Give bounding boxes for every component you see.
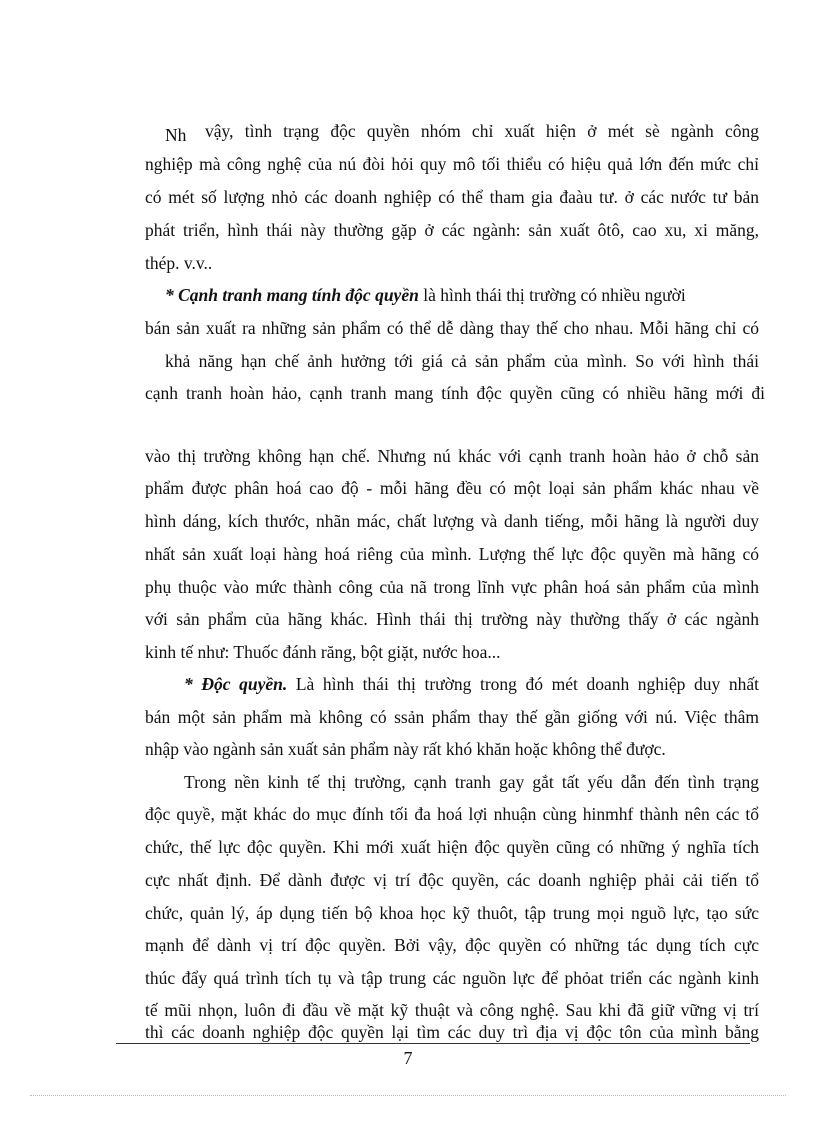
text-span: là hình thái thị trường có nhiều người — [423, 285, 686, 305]
text-line: hình dáng, kích thước, nhãn mác, chất lượng và danh tiếng, mỗi hãng là người duy — [145, 511, 759, 531]
footer-divider — [116, 1043, 750, 1044]
text-line: phụ thuộc vào mức thành công của nã trong lĩnh vực phân hoá sản phẩm của mình — [145, 577, 759, 597]
text-line: cạnh tranh hoàn hảo, cạnh tranh mang tính độc quyền cũng có nhiều hãng mới đi — [145, 383, 765, 403]
text-line: kinh tế như: Thuốc đánh răng, bột giặt, nước hoa... — [145, 642, 501, 662]
text-line: có mét số lượng nhỏ các doanh nghiệp có thể tham gia đaàu tư. ở các nước tư bản — [145, 187, 759, 207]
text-line: nhập vào ngành sản xuất sản phẩm này rất khó khăn hoặc không thể được. — [145, 739, 666, 759]
text-line: bán một sản phẩm mà không có ssản phẩm thay thế gần giống với nú. Việc thâm — [145, 707, 759, 727]
text-line: cực nhất định. Để dành được vị trí độc quyền, các doanh nghiệp phải cải tiến tổ — [145, 870, 759, 890]
text-line: vậy, tình trạng độc quyền nhóm chỉ xuất hiện ở mét sè ngành công — [205, 121, 759, 141]
heading-line — [184, 673, 759, 695]
text-line: thép. v.v.. — [145, 253, 213, 273]
page-boundary-line — [30, 1095, 786, 1096]
section-heading-competition: * Cạnh tranh mang tính độc quyền — [165, 285, 419, 305]
text-line: chức, quản lý, áp dụng tiến bộ khoa học kỹ thuôt, tập trung mọi nguồ lực, tạo sức — [145, 903, 759, 923]
heading-line — [165, 284, 759, 306]
text-line: Trong nền kinh tế thị trường, cạnh tranh gay gắt tất yếu dẫn đến tình trạng — [184, 772, 759, 792]
text-span: Là hình thái thị trường trong đó mét doanh nghiệp duy nhất — [295, 674, 760, 694]
text-line: tế mũi nhọn, luôn đi đầu về mặt kỹ thuật và công nghệ. Sau khi đã giữ vững vị trí — [145, 1000, 759, 1020]
text-line: với sản phẩm của hãng khác. Hình thái thị trường này thường thấy ở các ngành — [145, 609, 759, 629]
text-line: bán sản xuất ra những sản phẩm có thể dễ dàng thay thế cho nhau. Mỗi hãng chỉ có — [145, 318, 759, 338]
page-number: 7 — [403, 1048, 413, 1068]
text-line: thì các doanh nghiệp độc quyền lại tìm các duy trì địa vị độc tôn của mình bằng — [145, 1022, 759, 1042]
paragraph-first-word: Nh — [165, 125, 187, 145]
text-line: chức, thế lực độc quyền. Khi mới xuất hiện độc quyền cũng có những ý nghĩa tích — [145, 837, 759, 857]
text-line: nghiệp mà công nghệ của nú đòi hỏi quy mô tối thiểu có hiệu quả lớn đến mức chỉ — [145, 154, 759, 174]
text-line: độc quyề, mặt khác do mục đính tối đa hoá lợi nhuận cùng hinmhf thành nên các tổ — [145, 804, 759, 824]
text-line: nhất sản xuất loại hàng hoá riêng của mình. Lượng thế lực độc quyền mà hãng có — [145, 544, 759, 564]
text-line: phẩm được phân hoá cao độ - mỗi hãng đều có một loại sản phẩm khác nhau về — [145, 478, 759, 498]
text-line: khả năng hạn chế ảnh hưởng tới giá cả sản phẩm của mình. So với hình thái — [165, 351, 759, 371]
section-heading-monopoly: * Độc quyền. — [184, 674, 288, 694]
text-line: phát triển, hình thái này thường gặp ở các ngành: sản xuất ôtô, cao xu, xi măng, — [145, 220, 759, 240]
text-line: vào thị trường không hạn chế. Nhưng nú khác với cạnh tranh hoàn hảo ở chỗ sản — [145, 446, 759, 466]
text-line: mạnh để dành vị trí độc quyền. Bởi vậy, độc quyền có những tác dụng tích cực — [145, 935, 759, 955]
text-line: thúc đẩy quá trình tích tụ và tập trung các nguồn lực để phỏat triển các ngành kinh — [145, 968, 759, 988]
